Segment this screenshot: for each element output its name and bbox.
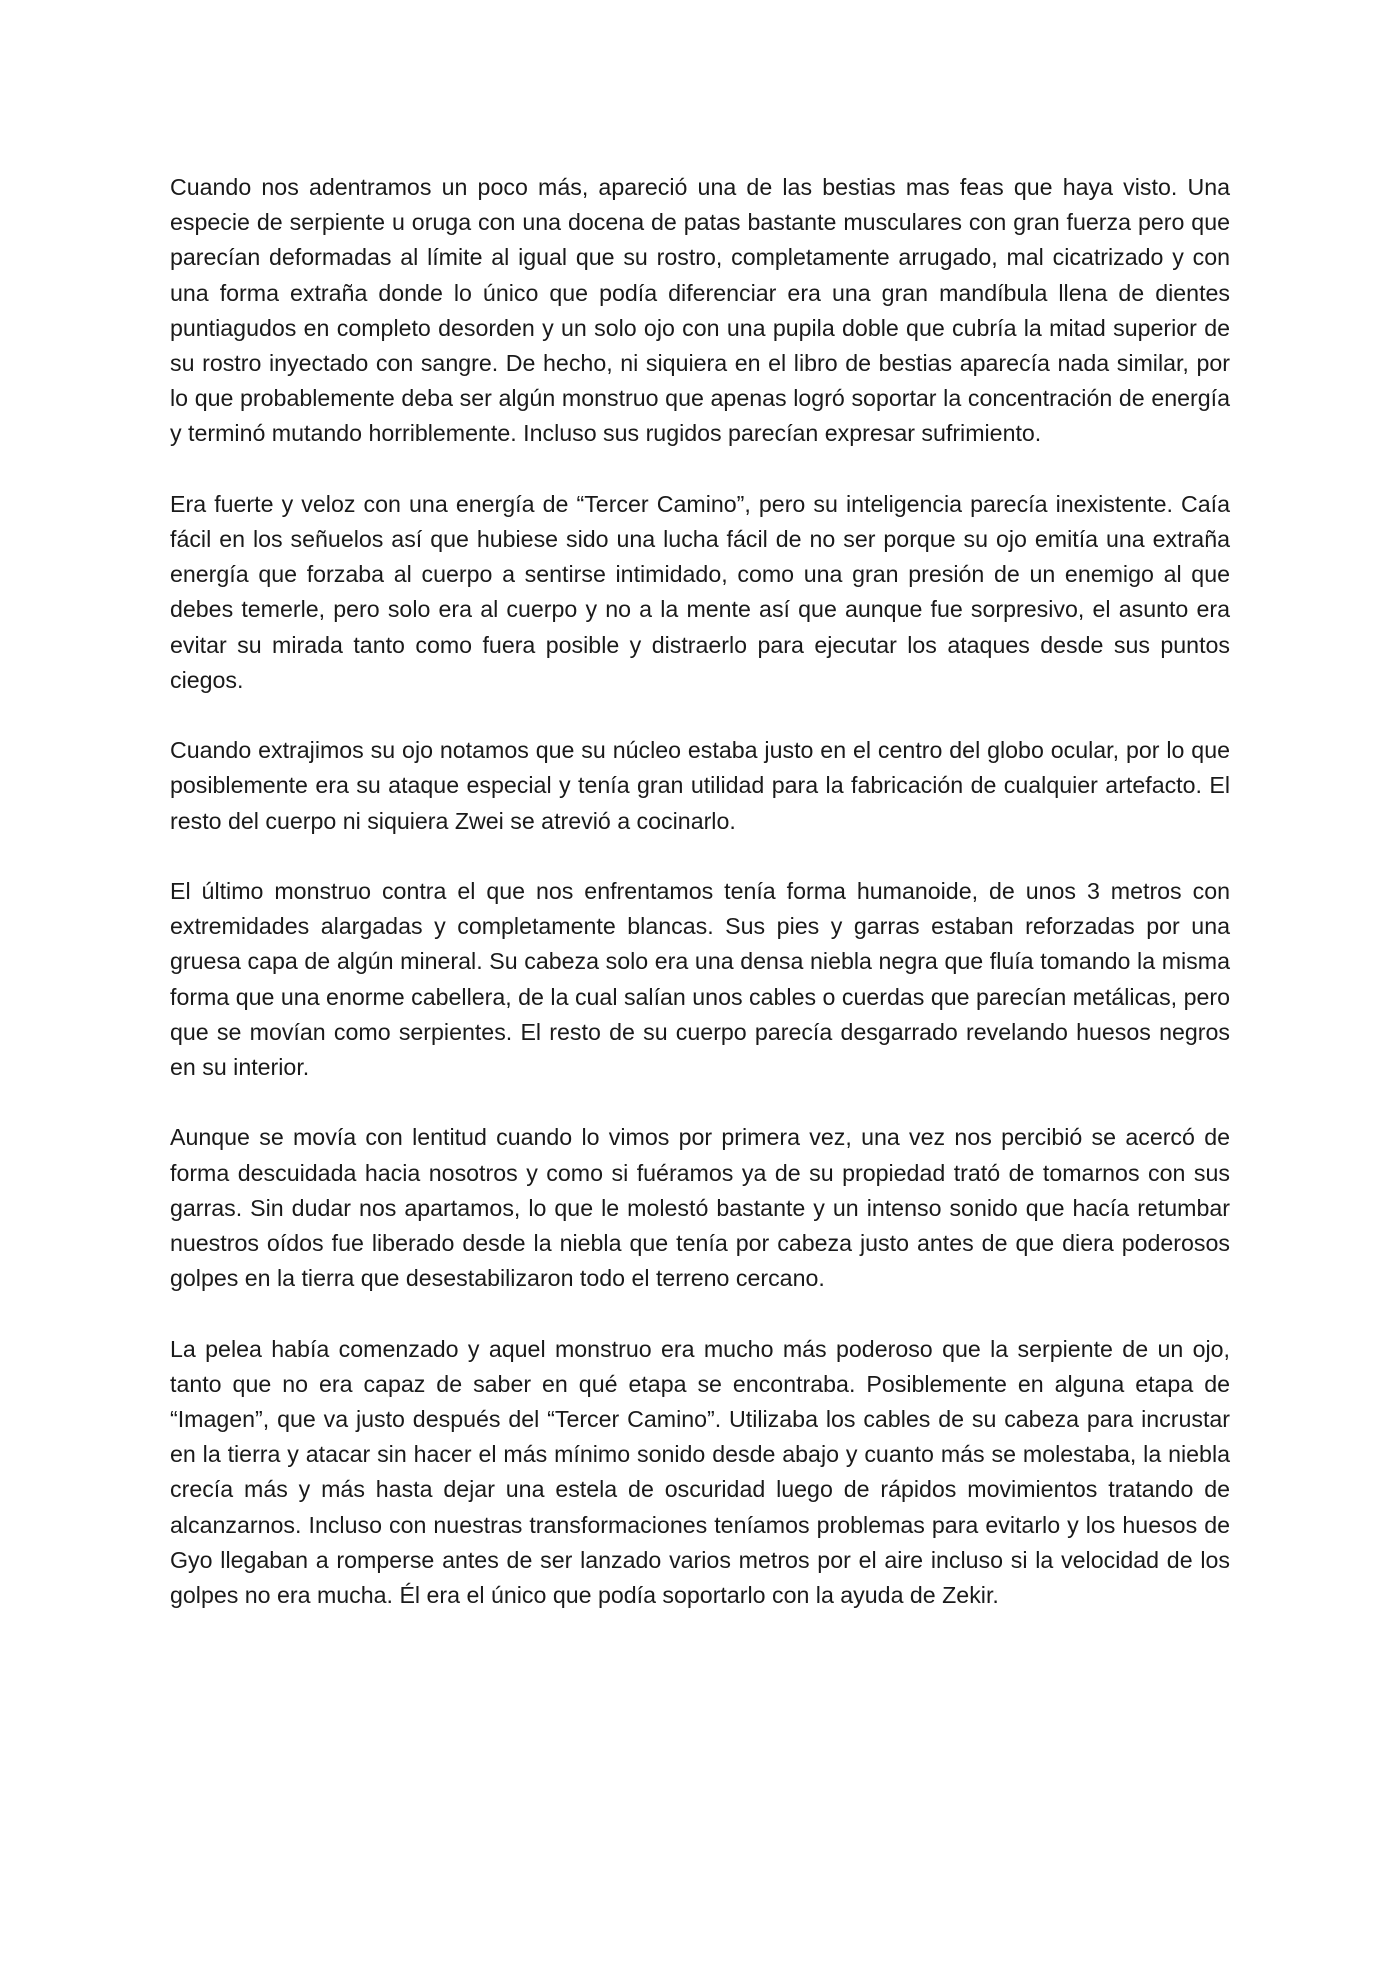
document-body (170, 170, 1230, 1613)
paragraph-1: Cuando nos adentramos un poco más, apareció una de las bestias mas feas que haya visto. Una especie de serpiente u oruga con una docena de patas bastante musculares con gran fuerza pero que parecían deformadas al límite al igual que su rostro, completamente arrugado, mal cicatrizado y con una forma extraña donde lo único que podía diferenciar era una gran mandíbula llena de dientes puntiagudos en completo desorden y un solo ojo con una pupila doble que cubría la mitad superior de su rostro inyectado con sangre. De hecho, ni siquiera en el libro de bestias aparecía nada similar, por lo que probablemente deba ser algún monstruo que apenas logró soportar la concentración de energía y terminó mutando horriblemente. Incluso sus rugidos parecían expresar sufrimiento. (170, 174, 1230, 447)
paragraph-3: Cuando extrajimos su ojo notamos que su núcleo estaba justo en el centro del globo ocular, por lo que posiblemente era su ataque especial y tenía gran utilidad para la fabricación de cualquier artefacto. El resto del cuerpo ni siquiera Zwei se atrevió a cocinarlo. (170, 737, 1230, 834)
paragraph-5: Aunque se movía con lentitud cuando lo vimos por primera vez, una vez nos percibió se acercó de forma descuidada hacia nosotros y como si fuéramos ya de su propiedad trató de tomarnos con sus garras. Sin dudar nos apartamos, lo que le molestó bastante y un intenso sonido que hacía retumbar nuestros oídos fue liberado desde la niebla que tenía por cabeza justo antes de que diera poderosos golpes en la tierra que desestabilizaron todo el terreno cercano. (170, 1124, 1230, 1292)
paragraph-6: La pelea había comenzado y aquel monstruo era mucho más poderoso que la serpiente de un ojo, tanto que no era capaz de saber en qué etapa se encontraba. Posiblemente en alguna etapa de “Imagen”, que va justo después del “Tercer Camino”. Utilizaba los cables de su cabeza para incrustar en la tierra y atacar sin hacer el más mínimo sonido desde abajo y cuanto más se molestaba, la niebla crecía más y más hasta dejar una estela de oscuridad luego de rápidos movimientos tratando de alcanzarnos. Incluso con nuestras transformaciones teníamos problemas para evitarlo y los huesos de Gyo llegaban a romperse antes de ser lanzado varios metros por el aire incluso si la velocidad de los golpes no era mucha. Él era el único que podía soportarlo con la ayuda de Zekir. (170, 1335, 1230, 1609)
paragraph-4: El último monstruo contra el que nos enfrentamos tenía forma humanoide, de unos 3 metros con extremidades alargadas y completamente blancas. Sus pies y garras estaban reforzadas por una gruesa capa de algún mineral. Su cabeza solo era una densa niebla negra que fluía tomando la misma forma que una enorme cabellera, de la cual salían unos cables o cuerdas que parecían metálicas, pero que se movían como serpientes. El resto de su cuerpo parecía desgarrado revelando huesos negros en su interior. (170, 878, 1230, 1081)
paragraph-2: Era fuerte y veloz con una energía de “Tercer Camino”, pero su inteligencia parecía inexistente. Caía fácil en los señuelos así que hubiese sido una lucha fácil de no ser porque su ojo emitía una extraña energía que forzaba al cuerpo a sentirse intimidado, como una gran presión de un enemigo al que debes temerle, pero solo era al cuerpo y no a la mente así que aunque fue sorpresivo, el asunto era evitar su mirada tanto como fuera posible y distraerlo para ejecutar los ataques desde sus puntos ciegos. (170, 490, 1230, 693)
